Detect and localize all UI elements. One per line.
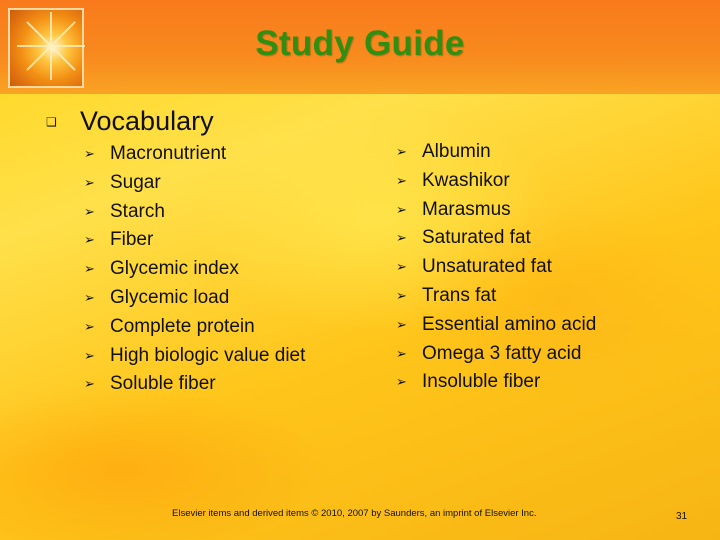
term-label: Albumin — [422, 141, 491, 162]
arrow-bullet-icon: ➢ — [84, 232, 95, 248]
arrow-bullet-icon: ➢ — [84, 203, 95, 219]
term-label: Kwashikor — [422, 169, 510, 191]
term-label: Glycemic index — [110, 258, 239, 280]
page-number: 31 — [676, 511, 688, 522]
section-label: Vocabulary — [80, 106, 214, 136]
arrow-bullet-icon: ➢ — [396, 144, 407, 159]
arrow-bullet-icon: ➢ — [396, 287, 407, 303]
arrow-bullet-icon: ➢ — [84, 318, 95, 334]
arrow-bullet-icon: ➢ — [84, 174, 95, 190]
arrow-bullet-icon: ➢ — [396, 345, 407, 361]
term-label: Sugar — [110, 171, 161, 193]
arrow-bullet-icon: ➢ — [396, 316, 407, 332]
arrow-bullet-icon: ➢ — [84, 376, 95, 392]
term-label: Trans fat — [422, 284, 497, 306]
term-label: Unsaturated fat — [422, 256, 552, 278]
term-label: Soluble fiber — [110, 373, 216, 395]
term-label: High biologic value diet — [110, 344, 306, 366]
arrow-bullet-icon: ➢ — [396, 172, 407, 188]
term-label: Complete protein — [110, 315, 255, 337]
term-label: Fiber — [110, 229, 154, 251]
term-label: Omega 3 fatty acid — [422, 342, 582, 364]
term-label: Glycemic load — [110, 286, 230, 308]
arrow-bullet-icon: ➢ — [84, 261, 95, 277]
arrow-bullet-icon: ➢ — [396, 259, 407, 275]
copyright-footer: Elsevier items and derived items © 2010, 2007 by Saunders, an imprint of Elsevier Inc. — [172, 508, 537, 519]
arrow-bullet-icon: ➢ — [84, 146, 95, 161]
square-outline-bullet-icon: ❑ — [46, 115, 57, 129]
arrow-bullet-icon: ➢ — [396, 374, 407, 390]
arrow-bullet-icon: ➢ — [396, 230, 407, 246]
term-label: Macronutrient — [110, 143, 227, 164]
slide-title: Study Guide — [255, 24, 465, 63]
term-label: Essential amino acid — [422, 313, 597, 335]
term-label: Marasmus — [422, 198, 511, 220]
term-label: Starch — [110, 200, 165, 222]
arrow-bullet-icon: ➢ — [84, 347, 95, 363]
term-label: Insoluble fiber — [422, 371, 541, 393]
arrow-bullet-icon: ➢ — [84, 289, 95, 305]
header-bar — [0, 0, 720, 94]
arrow-bullet-icon: ➢ — [396, 201, 407, 217]
term-label: Saturated fat — [422, 227, 531, 249]
